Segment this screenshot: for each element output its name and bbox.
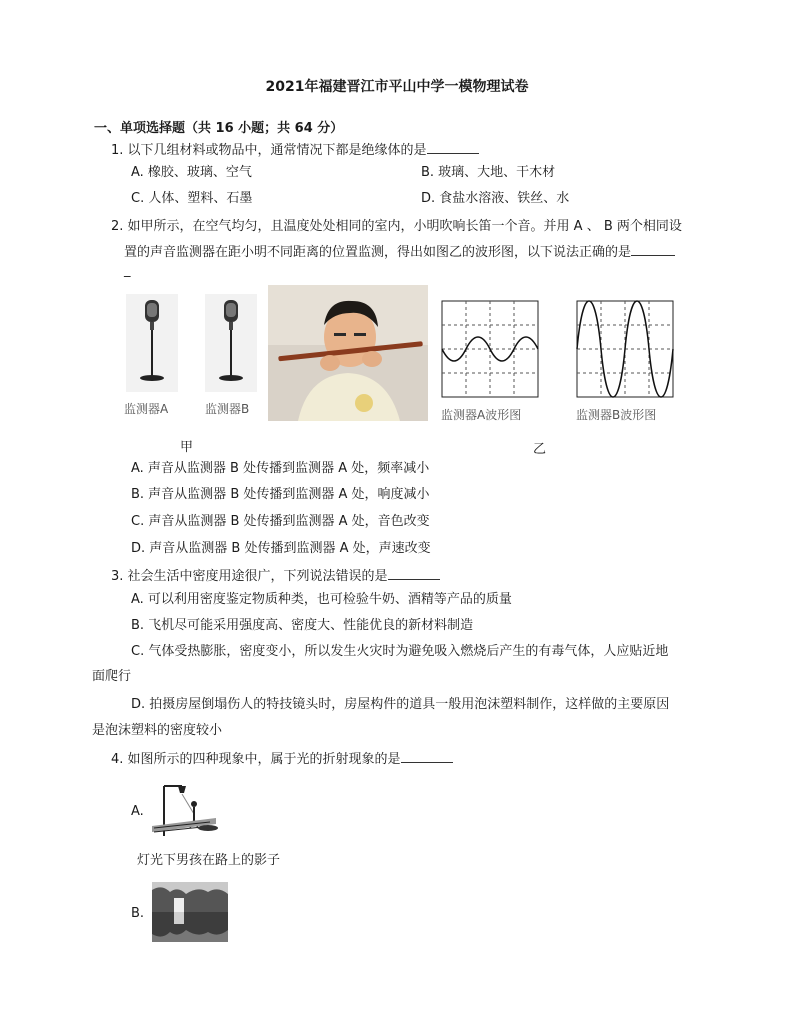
q4-option-b-label: B. (131, 906, 145, 921)
question-2-line3: _ (124, 263, 131, 278)
waveform-a-chart (441, 300, 539, 398)
q3-option-c-line1: C. 气体受热膨胀，密度变小，所以发生火灾时为避免吸入燃烧后产生的有毒气体，人应贴近地 (131, 644, 669, 659)
answer-blank (401, 750, 453, 763)
q1-option-a: A. 橡胶、玻璃、空气 (131, 165, 252, 180)
question-3-text: 3. 社会生活中密度用途很广，下列说法错误的是 (111, 569, 388, 584)
lamp-shadow-illustration (150, 780, 218, 840)
figure-label-yi: 乙 (533, 442, 547, 457)
boy-flute-photo (268, 285, 428, 421)
question-2-line1: 2. 如甲所示，在空气均匀，且温度处处相同的室内，小明吹响长笛一个音。并用 A 、 B 两个相同设 (111, 219, 682, 234)
answer-blank (631, 243, 675, 256)
microphone-b-caption: 监测器B (205, 402, 250, 416)
question-3-stem (111, 567, 440, 586)
q1-option-c: C. 人体、塑料、石墨 (131, 191, 253, 206)
q2-option-d: D. 声音从监测器 B 处传播到监测器 A 处，声速改变 (131, 541, 431, 556)
microphone-a-icon (126, 294, 178, 392)
question-1-stem (111, 141, 479, 160)
q3-option-b: B. 飞机尽可能采用强度高、密度大、性能优良的新材料制造 (131, 618, 474, 633)
q4-option-a-label: A. (131, 804, 144, 819)
answer-blank (388, 567, 440, 580)
q1-option-d: D. 食盐水溶液、铁丝、水 (421, 191, 570, 206)
q2-option-a: A. 声音从监测器 B 处传播到监测器 A 处，频率减小 (131, 461, 430, 476)
microphone-a-caption: 监测器A (124, 402, 169, 416)
section-heading: 一、单项选择题（共 16 小题；共 64 分） (94, 121, 344, 136)
q1-option-b: B. 玻璃、大地、干木材 (421, 165, 556, 180)
q3-option-d-line1: D. 拍摄房屋倒塌伤人的特技镜头时，房屋构件的道具一般用泡沫塑料制作，这样做的主要原因 (131, 697, 670, 712)
q4-option-a-caption: 灯光下男孩在路上的影子 (137, 853, 281, 868)
microphone-b-icon (205, 294, 257, 392)
question-4-text: 4. 如图所示的四种现象中，属于光的折射现象的是 (111, 752, 401, 767)
q3-option-a: A. 可以利用密度鉴定物质种类，也可检验牛奶、酒精等产品的质量 (131, 592, 512, 607)
q3-option-c-line2: 面爬行 (92, 669, 132, 684)
question-2-text: 置的声音监测器在距小明不同距离的位置监测，得出如图乙的波形图，以下说法正确的是 (124, 245, 632, 260)
q2-option-c: C. 声音从监测器 B 处传播到监测器 A 处，音色改变 (131, 514, 430, 529)
waveform-a-caption: 监测器A波形图 (441, 408, 522, 422)
waveform-b-chart (576, 300, 674, 398)
page-title: 2021年福建晋江市平山中学一模物理试卷 (265, 79, 529, 95)
waveform-b-caption: 监测器B波形图 (576, 408, 657, 422)
answer-blank (427, 141, 479, 154)
figure-label-jia: 甲 (180, 440, 194, 455)
q3-option-d-line2: 是泡沫塑料的密度较小 (92, 723, 223, 738)
question-2-line2 (124, 243, 675, 262)
q2-option-b: B. 声音从监测器 B 处传播到监测器 A 处，响度减小 (131, 487, 430, 502)
question-4-stem (111, 750, 453, 769)
reflection-photo (152, 882, 228, 942)
question-1-text: 1. 以下几组材料或物品中，通常情况下都是绝缘体的是 (111, 143, 427, 158)
